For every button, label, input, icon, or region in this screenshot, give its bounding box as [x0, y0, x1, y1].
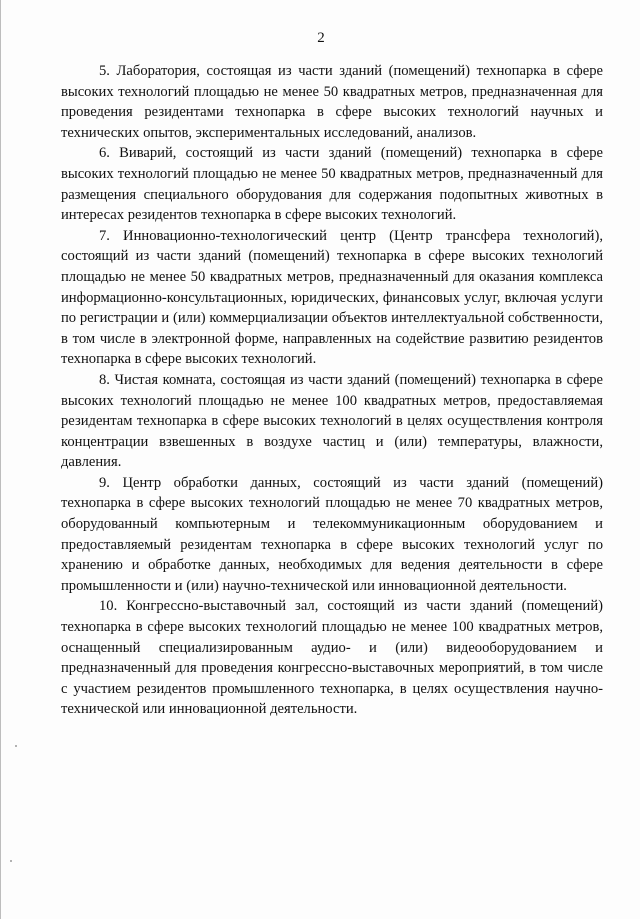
scan-speck	[15, 745, 17, 747]
page-number: 2	[317, 30, 325, 46]
paragraph-9-data-center: 9. Центр обработки данных, состоящий из части зданий (помещений) технопарка в сфере высоких технологий площадью не менее 70 квадратных метров, оборудованный компьютерным и телекоммуникационным оборудованием и предоставляемый резидентам технопарка в сфере высоких технологий услуг по хранению и обработке данных, необходимых для ведения деятельности в сфере промышленности и (или) научно-технической или инновационной деятельности.	[61, 474, 603, 594]
paragraph-8-clean-room: 8. Чистая комната, состоящая из части зданий (помещений) технопарка в сфере высоких технологий площадью не менее 100 квадратных метров, предоставляемая резидентам технопарка в сфере высоких технологий в целях осуществления контроля концентрации взвешенных в воздухе частиц и (или) температуры, влажности, давления.	[61, 371, 603, 471]
document-body	[61, 61, 603, 720]
paragraph-6-vivarium: 6. Виварий, состоящий из части зданий (помещений) технопарка в сфере высоких технологий площадью не менее 50 квадратных метров, предназначенный для размещения специального оборудования для содержания подопытных животных в интересах резидентов технопарка в сфере высоких технологий.	[61, 145, 603, 224]
paragraph-5-laboratory: 5. Лаборатория, состоящая из части зданий (помещений) технопарка в сфере высоких технологий площадью не менее 50 квадратных метров, предназначенная для проведения резидентами технопарка в сфере высоких технологий научных и технических опытов, экспериментальных исследований, анализов.	[61, 63, 603, 141]
paragraph-10-congress-hall: 10. Конгрессно-выставочный зал, состоящий из части зданий (помещений) технопарка в сфере высоких технологий площадью не менее 100 квадратных метров, оснащенный специализированным аудио- и (или) видеооборудованием и предназначенный для проведения конгрессно-выставочных мероприятий, в том числе с участием резидентов промышленного технопарка, в целях осуществления научно-технической или инновационной деятельности.	[61, 598, 603, 718]
paragraph-7-innovation-center: 7. Инновационно-технологический центр (Центр трансфера технологий), состоящий из части зданий (помещений) технопарка в сфере высоких технологий площадью не менее 50 квадратных метров, предназначенный для оказания комплекса информационно-консультационных, юридических, финансовых услуг, включая услуги по регистрации и (или) коммерциализации объектов интеллектуальной собственности, в том числе в электронной форме, направленных на содействие развитию резидентов технопарка в сфере высоких технологий.	[61, 227, 603, 368]
scan-speck	[10, 860, 12, 862]
